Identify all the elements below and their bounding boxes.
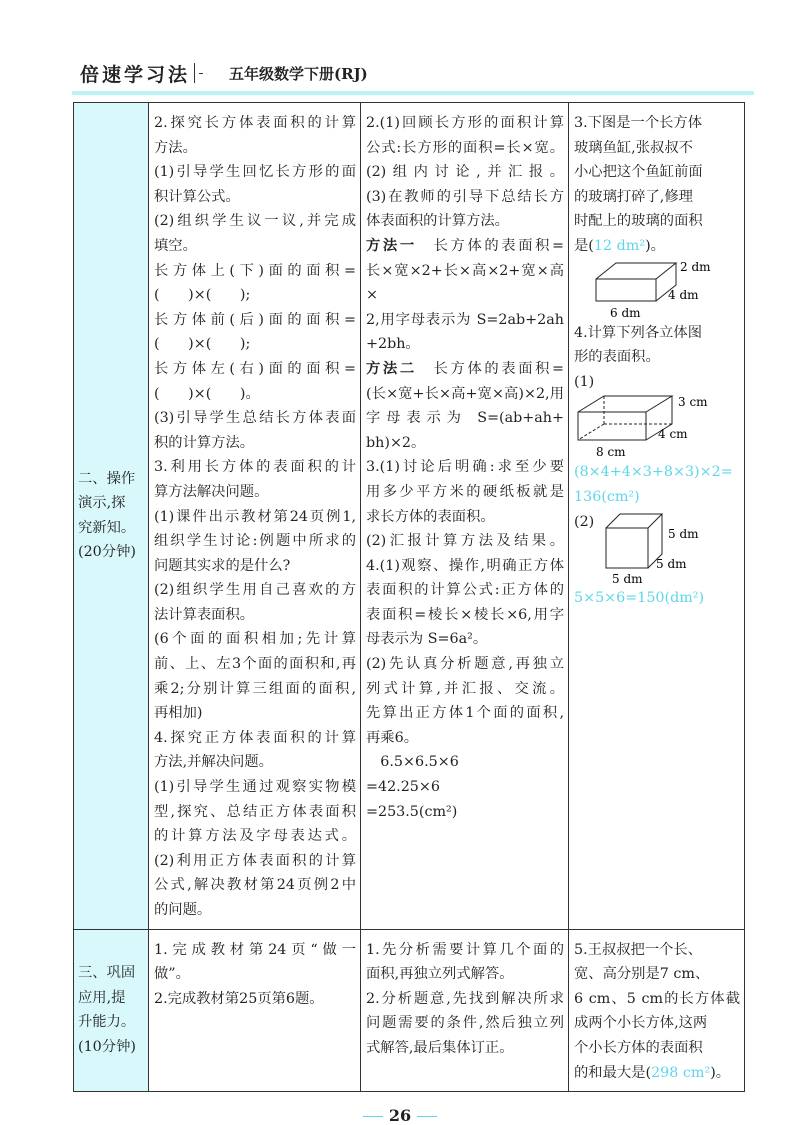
text-line — [574, 234, 740, 259]
line-text: (2)组内讨论,并汇报。 — [366, 164, 564, 181]
line-text: 究新知。 — [78, 519, 136, 536]
text-line — [574, 962, 740, 987]
line-text: 长方体前(后)面的面积= — [154, 311, 356, 328]
line-text: 求长方体的表面积。 — [366, 508, 495, 525]
text-line — [154, 209, 356, 234]
text-line — [154, 332, 356, 357]
line-text: 宽、高分别是7 cm、 — [574, 966, 710, 983]
line-text: 小心把这个鱼缸前面 — [574, 164, 703, 181]
text-line — [366, 726, 564, 751]
text-line — [154, 357, 356, 382]
header-divider — [194, 63, 195, 83]
text-line — [366, 259, 564, 308]
line-text: (1)引导学生回忆长方形的面 — [154, 164, 356, 181]
text-line — [574, 185, 740, 210]
answer-text: 136(cm²) — [574, 488, 640, 505]
line-text: 长方体的表面积= — [416, 237, 564, 254]
line-text: 个小长方体的表面积 — [574, 1039, 703, 1056]
line-text: (2)组织学生议一议,并完成 — [154, 213, 356, 230]
line-text: =253.5(cm²) — [366, 803, 458, 820]
dash-left — [363, 1116, 383, 1118]
text-line — [154, 259, 356, 284]
exercise-answer-2 — [574, 586, 740, 611]
line-text: 先算出正方体1个面的面积, — [366, 705, 564, 722]
text-line — [366, 406, 564, 431]
cube-height-label: 5 dm — [668, 526, 699, 541]
exercise-q3 — [574, 111, 740, 259]
line-text: (10分钟) — [78, 1038, 136, 1055]
line-text: bh)×2。 — [366, 434, 426, 451]
text-line — [366, 480, 564, 505]
text-line — [154, 308, 356, 333]
line-text: 演示,探 — [78, 495, 126, 512]
text-line — [154, 234, 356, 259]
text-line — [78, 961, 144, 986]
line-text: 问题需要的条件,然后独立列 — [366, 1015, 564, 1032]
text-line — [78, 1010, 144, 1035]
exercise-cell — [569, 103, 745, 930]
line-text: (2)利用正方体表面积的计算 — [154, 852, 356, 869]
line-text: 玻璃鱼缸,张叔叔不 — [574, 139, 693, 156]
text-line — [154, 987, 356, 1012]
text-line — [366, 357, 564, 382]
lesson-table — [73, 102, 745, 1092]
text-line — [574, 111, 740, 136]
line-text: 成两个小长方体,这两 — [574, 1015, 708, 1032]
line-text: (2) — [574, 513, 595, 530]
book-title: 五年级数学下册(RJ) — [229, 64, 368, 83]
line-text: 母表示为 S=6a²。 — [366, 631, 488, 648]
line-text: 积的计算方法。 — [154, 434, 255, 451]
table-row — [74, 929, 745, 1092]
line-text: (3)在教师的引导下总结长方 — [366, 188, 564, 205]
cube-length-label: 5 dm — [612, 571, 643, 586]
line-text: 的问题。 — [154, 902, 212, 918]
line-text: 列式计算,并汇报、交流。 — [366, 680, 564, 697]
line-text: 表面积的计算公式:正方体的 — [366, 582, 564, 599]
text-line — [574, 938, 740, 963]
answer-text: 5×5×6=150(dm²) — [574, 589, 705, 606]
line-text: 方法,并解决问题。 — [154, 754, 273, 771]
exercise-cell — [569, 929, 745, 1092]
text-line — [366, 332, 564, 357]
line-text: 1.完成教材第24页“做一 — [154, 941, 356, 958]
text-line — [154, 185, 356, 210]
header-divider-tick — [199, 73, 203, 74]
text-line — [154, 283, 356, 308]
text-line — [154, 775, 356, 800]
fig2-height-label: 3 cm — [678, 395, 708, 410]
cuboid-figure-1 — [574, 259, 739, 321]
text-line — [154, 603, 356, 628]
text-line — [574, 485, 740, 510]
stage-cell — [74, 929, 149, 1092]
line-text: 2.(1)回顾长方形的面积计算 — [366, 115, 564, 131]
text-line — [154, 962, 356, 987]
fig1-width-label: 4 dm — [668, 287, 699, 302]
line-text: (6个面的面积相加;先计算 — [154, 631, 356, 648]
line-text: 积计算公式。 — [154, 188, 240, 205]
line-text: 填空。 — [154, 237, 197, 254]
line-text: )。 — [645, 237, 665, 254]
series-brand: 倍速学习法 — [80, 63, 191, 86]
text-line — [366, 775, 564, 800]
text-line — [366, 505, 564, 530]
student-activity-cell — [361, 929, 569, 1092]
line-text: +2bh。 — [366, 336, 420, 353]
line-text: ( )×( ); — [154, 287, 251, 304]
text-line — [366, 677, 564, 702]
answer-text: 298 cm² — [651, 1064, 711, 1081]
text-line — [366, 185, 564, 210]
text-line — [154, 898, 356, 923]
fig1-height-label: 2 dm — [680, 259, 711, 274]
text-line — [154, 160, 356, 185]
text-line — [574, 510, 602, 535]
text-line — [366, 136, 564, 161]
line-text: 4.探究正方体表面积的计算 — [154, 729, 356, 746]
line-text: 时配上的玻璃的面积 — [574, 213, 703, 230]
text-line — [366, 160, 564, 185]
line-text: 做”。 — [154, 966, 190, 983]
answer-text: (8×4+4×3+8×3)×2= — [574, 464, 733, 481]
text-line — [366, 308, 564, 333]
text-line — [154, 505, 356, 530]
line-text: 字母表示为 S=(ab+ah+ — [366, 410, 564, 427]
text-line — [154, 382, 356, 407]
line-text: 6 cm、5 cm的长方体截 — [574, 990, 740, 1007]
line-text: 2.分析题意,先找到解决所求 — [366, 990, 564, 1007]
line-text: 的计算方法及字母表达式。 — [154, 828, 356, 845]
line-text: 乘2;分别计算三组面的面积, — [154, 680, 356, 697]
line-text: 表面积=棱长×棱长×6,用字 — [366, 606, 564, 623]
line-text: 4.(1)观察、操作,明确正方体 — [366, 557, 564, 574]
text-line — [154, 136, 356, 161]
cube-block — [574, 510, 740, 586]
line-text: 长方体左(右)面的面积= — [154, 360, 356, 377]
line-text: 面积,再独立列式解答。 — [366, 966, 514, 983]
text-line — [366, 431, 564, 456]
text-line — [366, 750, 564, 775]
text-line — [366, 938, 564, 963]
text-line — [366, 627, 564, 652]
line-text: 3.(1)讨论后明确:求至少要 — [366, 459, 564, 476]
text-line — [366, 234, 564, 259]
method-label: 方法二 — [366, 360, 417, 377]
line-text: 2.探究长方体表面积的计算 — [154, 115, 356, 131]
text-line — [574, 1061, 740, 1086]
text-line — [154, 938, 356, 963]
answer-text: 12 dm² — [593, 237, 646, 254]
cube-width-label: 5 dm — [656, 556, 687, 571]
line-text: 5.王叔叔把一个长、 — [574, 941, 703, 958]
stage-cell — [74, 103, 149, 930]
text-line — [366, 578, 564, 603]
text-line — [154, 431, 356, 456]
text-line — [366, 209, 564, 234]
text-line — [154, 455, 356, 480]
fig2-length-label: 8 cm — [596, 445, 626, 460]
text-line — [366, 1036, 564, 1061]
text-line — [574, 345, 740, 370]
cuboid-figure-2 — [574, 394, 739, 460]
line-text: 三、巩固 — [78, 965, 136, 982]
text-line — [574, 586, 740, 611]
text-line — [574, 460, 740, 485]
line-text: 体表面积的计算方法。 — [366, 213, 509, 230]
text-line — [154, 849, 356, 874]
text-line — [154, 873, 356, 898]
line-text: 3.利用长方体的表面积的计 — [154, 459, 356, 476]
text-line — [154, 111, 356, 136]
text-line — [154, 824, 356, 849]
text-line — [154, 406, 356, 431]
line-text: 形的表面积。 — [574, 349, 660, 366]
text-line — [574, 209, 740, 234]
line-text: ( )×( ); — [154, 336, 251, 353]
line-text: 4.计算下列各立体图 — [574, 324, 703, 341]
text-line — [154, 652, 356, 677]
line-text: 问题其实求的是什么? — [154, 557, 291, 574]
text-line — [154, 800, 356, 825]
text-line — [78, 1035, 144, 1060]
text-line — [154, 750, 356, 775]
text-line — [154, 529, 356, 554]
line-text: 公式:长方形的面积=长×宽。 — [366, 139, 564, 156]
text-line — [366, 382, 564, 407]
line-text: (长×宽+长×高+宽×高)×2,用 — [366, 385, 564, 402]
line-text: 2,用字母表示为 S=2ab+2ah — [366, 311, 564, 328]
dash-right — [417, 1116, 437, 1118]
text-line — [366, 987, 564, 1012]
line-text: =42.25×6 — [366, 779, 440, 796]
cube-figure — [602, 510, 737, 586]
text-line — [154, 578, 356, 603]
text-line — [154, 480, 356, 505]
text-line — [366, 652, 564, 677]
line-text: 的和最大是( — [574, 1064, 652, 1081]
line-text: 2.完成教材第25页第6题。 — [154, 990, 324, 1007]
exercise-q4 — [574, 321, 740, 395]
text-line — [366, 603, 564, 628]
text-line — [366, 701, 564, 726]
line-text: )。 — [710, 1064, 731, 1081]
text-line — [154, 677, 356, 702]
line-text: 型,探究、总结正方体表面积 — [154, 803, 356, 820]
line-text: 1.先分析需要计算几个面的 — [366, 941, 564, 958]
exercise-answer-1 — [574, 460, 740, 509]
text-line — [78, 986, 144, 1011]
teacher-activity-cell — [149, 103, 361, 930]
text-line — [574, 987, 740, 1012]
text-line — [78, 540, 144, 565]
text-line — [366, 800, 564, 825]
header-rule — [72, 91, 754, 95]
text-line — [574, 136, 740, 161]
line-text: 方法。 — [154, 139, 197, 156]
text-line — [154, 701, 356, 726]
line-text: 3.下图是一个长方体 — [574, 115, 703, 131]
fig1-length-label: 6 dm — [610, 305, 641, 320]
line-text: 公式,解决教材第24页例2中 — [154, 877, 356, 894]
line-text: 再乘6。 — [366, 729, 418, 746]
teacher-activity-cell — [149, 929, 361, 1092]
line-text: (2)汇报计算方法及结果。 — [366, 533, 564, 550]
page-number — [0, 1106, 800, 1125]
student-activity-cell — [361, 103, 569, 930]
line-text: (20分钟) — [78, 544, 136, 561]
text-line — [366, 1011, 564, 1036]
line-text: 长方体上(下)面的面积= — [154, 262, 356, 279]
line-text: 二、操作 — [78, 470, 136, 487]
line-text: 长×宽×2+长×高×2+宽×高× — [366, 262, 564, 304]
fig2-width-label: 4 cm — [658, 427, 688, 442]
line-text: 用多少平方米的硬纸板就是 — [366, 483, 564, 500]
line-text: ( )×( )。 — [154, 385, 260, 402]
line-text: 的玻璃打碎了,修理 — [574, 188, 693, 205]
page-header — [80, 58, 368, 88]
line-text: 组织学生讨论:例题中所求的 — [154, 533, 356, 550]
table-row — [74, 103, 745, 930]
line-text: 再相加) — [154, 705, 203, 722]
text-line — [366, 455, 564, 480]
line-text: (2)先认真分析题意,再独立 — [366, 656, 564, 673]
text-line — [574, 370, 740, 395]
page-number-text: 26 — [388, 1106, 412, 1125]
text-line — [154, 726, 356, 751]
line-text: 长方体的表面积= — [416, 360, 564, 377]
line-text: 升能力。 — [78, 1014, 136, 1031]
text-line — [366, 962, 564, 987]
line-text: 应用,提 — [78, 989, 126, 1006]
line-text: 式解答,最后集体订正。 — [366, 1039, 514, 1056]
line-text: (2)组织学生用自己喜欢的方 — [154, 582, 356, 599]
method-label: 方法一 — [366, 237, 417, 254]
line-text: 6.5×6.5×6 — [366, 754, 459, 771]
text-line — [366, 554, 564, 579]
line-text: (3)引导学生总结长方体表面 — [154, 410, 356, 427]
text-line — [78, 467, 144, 492]
line-text: 是( — [574, 237, 594, 254]
text-line — [366, 529, 564, 554]
text-line — [78, 491, 144, 516]
text-line — [154, 627, 356, 652]
line-text: 法计算表面积。 — [154, 606, 255, 623]
line-text: 算方法解决问题。 — [154, 483, 269, 500]
exercise-q4-part2 — [574, 510, 602, 535]
text-line — [574, 1036, 740, 1061]
line-text: (1)引导学生通过观察实物模 — [154, 779, 356, 796]
text-line — [78, 516, 144, 541]
text-line — [154, 554, 356, 579]
line-text: (1)课件出示教材第24页例1, — [154, 508, 356, 525]
text-line — [574, 321, 740, 346]
line-text: 前、上、左3个面的面积和,再 — [154, 656, 356, 673]
line-text: (1) — [574, 373, 595, 390]
page-body — [73, 102, 744, 1125]
text-line — [574, 160, 740, 185]
text-line — [574, 1011, 740, 1036]
text-line — [366, 111, 564, 136]
